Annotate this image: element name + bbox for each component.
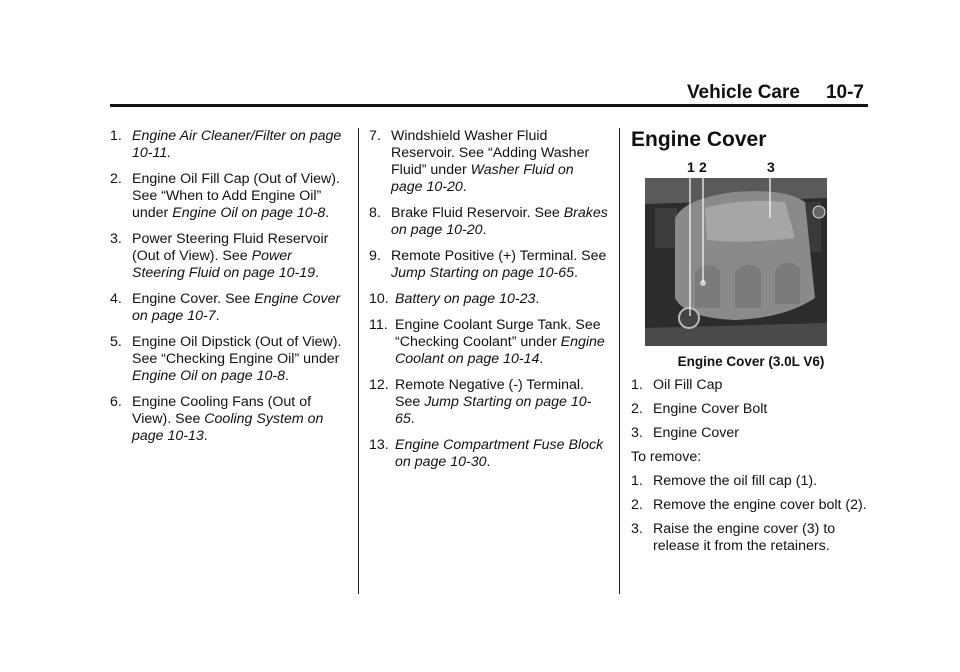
legend-item: 3. Engine Cover <box>631 425 739 441</box>
cross-reference: Engine Oil on page 10-8 <box>132 368 286 384</box>
item-text: . <box>285 368 289 384</box>
cross-reference: Battery on page 10-23 <box>395 291 536 307</box>
callout-1: 1 <box>687 159 695 175</box>
figure-callouts <box>645 159 827 177</box>
item-text: . <box>203 428 208 444</box>
item-number: 13. <box>369 437 389 453</box>
list-item <box>110 171 348 222</box>
item-text: . <box>462 179 467 195</box>
removal-intro: To remove: <box>631 449 702 465</box>
column-divider <box>358 128 359 594</box>
item-text: . <box>482 222 487 238</box>
item-number: 3. <box>110 231 122 247</box>
item-text: . <box>486 454 491 470</box>
callout-2: 2 <box>699 159 707 175</box>
item-number: 5. <box>110 334 122 350</box>
cross-reference: Engine Coolant on page 10-14 <box>395 334 605 367</box>
item-text: Engine Coolant Surge Tank. See “Checking Coolant” under <box>395 317 601 350</box>
list-item <box>369 205 609 239</box>
list-item <box>110 128 348 162</box>
callout-3: 3 <box>767 159 775 175</box>
header-rule <box>110 104 868 107</box>
item-number: 6. <box>110 394 122 410</box>
item-number: 2. <box>110 171 122 187</box>
list-item <box>110 334 348 385</box>
list-item <box>369 291 609 308</box>
item-text: Power Steering Fluid Reservoir (Out of View). See <box>132 231 329 264</box>
item-text: . <box>215 308 220 324</box>
column-1 <box>110 128 348 454</box>
item-text: . <box>535 291 540 307</box>
cross-reference: Cooling System on page 10-13 <box>132 411 324 444</box>
engine-photo <box>645 178 827 346</box>
list-item <box>369 128 609 196</box>
item-text: . <box>325 205 330 221</box>
item-text: Brake Fluid Reservoir. See <box>391 205 564 221</box>
step-item: 1. Remove the oil fill cap (1). <box>631 473 818 489</box>
item-text: Remote Negative (-) Terminal. See <box>395 377 584 410</box>
section-title: Vehicle Care <box>686 82 800 103</box>
cross-reference: Brakes on page 10-20 <box>391 205 608 238</box>
column-2 <box>369 128 609 480</box>
list-item <box>369 248 609 282</box>
item-number: 7. <box>369 128 381 144</box>
item-number: 4. <box>110 291 122 307</box>
engine-cover-figure <box>645 178 827 346</box>
item-text: Engine Cover. See <box>132 291 255 307</box>
list-item <box>110 394 348 445</box>
list-item <box>369 317 609 368</box>
item-number: 12. <box>369 377 389 393</box>
list-item <box>110 291 348 325</box>
cross-reference: Washer Fluid on page 10-20 <box>391 162 574 195</box>
item-number: 11. <box>369 317 388 333</box>
item-text: Engine Oil Dipstick (Out of View). See “Checking Engine Oil” under <box>132 334 342 367</box>
item-text: Engine Oil Fill Cap (Out of View). See “When to Add Engine Oil” under <box>132 171 340 221</box>
item-number: 10. <box>369 291 389 307</box>
item-text: Windshield Washer Fluid Reservoir. See “Adding Washer Fluid” under <box>391 128 590 178</box>
item-text: . <box>315 265 319 281</box>
section-heading: Engine Cover <box>631 128 767 151</box>
legend-item: 2. Engine Cover Bolt <box>631 401 768 417</box>
item-text: Engine Cooling Fans (Out of View). See <box>132 394 312 427</box>
item-text: . <box>539 351 544 367</box>
item-number: 1. <box>110 128 122 144</box>
list-item <box>369 377 609 428</box>
column-3-text <box>631 377 871 562</box>
item-number: 8. <box>369 205 381 221</box>
cross-reference: Jump Starting on page 10-65 <box>391 265 574 281</box>
page-number: 10-7 <box>825 82 864 103</box>
cross-reference: Power Steering Fluid on page 10-19 <box>132 248 315 281</box>
item-text: . <box>573 265 578 281</box>
cross-reference: Engine Cover on page 10-7 <box>132 291 341 324</box>
column-divider <box>619 128 620 594</box>
item-text: Remote Positive (+) Terminal. See <box>391 248 607 264</box>
cross-reference: Jump Starting on page 10-65 <box>395 394 592 427</box>
item-number: 9. <box>369 248 381 264</box>
cross-reference: Engine Oil on page 10-8 <box>172 205 326 221</box>
list-item <box>369 437 609 471</box>
legend-item: 1. Oil Fill Cap <box>631 377 723 393</box>
item-text: . <box>410 411 415 427</box>
step-item: 2. Remove the engine cover bolt (2). <box>631 497 867 513</box>
step-item: 3. Raise the engine cover (3) to release it from the retainers. <box>631 521 836 554</box>
cross-reference: Engine Compartment Fuse Block on page 10-30 <box>395 437 604 470</box>
list-item <box>110 231 348 282</box>
figure-caption: Engine Cover (3.0L V6) <box>677 354 825 369</box>
running-header <box>687 82 864 104</box>
cross-reference: Engine Air Cleaner/Filter on page 10-11. <box>132 128 342 161</box>
